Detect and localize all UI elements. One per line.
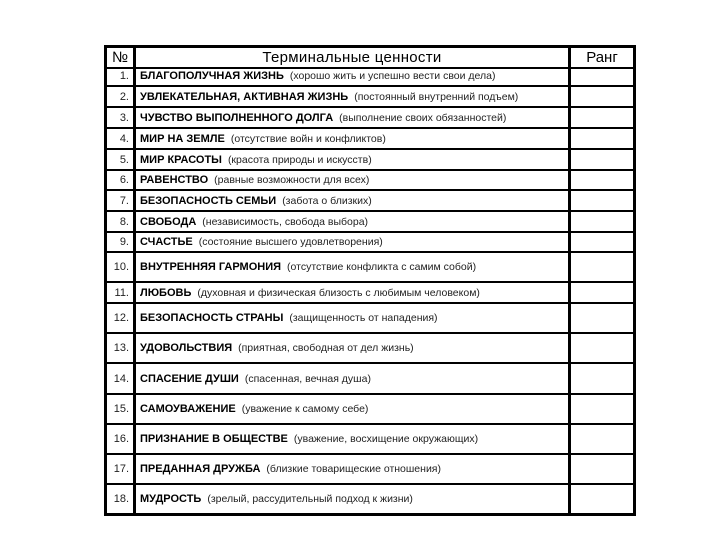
value-name: БЕЗОПАСНОСТЬ СЕМЬИ xyxy=(140,194,277,207)
value-cell xyxy=(136,129,568,148)
table-row xyxy=(107,150,633,171)
value-name: БЛАГОПОЛУЧНАЯ ЖИЗНЬ xyxy=(140,69,284,82)
rank-cell[interactable] xyxy=(568,455,633,483)
value-name: БЕЗОПАСНОСТЬ СТРАНЫ xyxy=(140,312,284,324)
rank-cell[interactable] xyxy=(568,395,633,423)
row-number: 16. xyxy=(107,425,136,453)
table-row xyxy=(107,171,633,191)
table-row xyxy=(107,66,633,87)
row-number: 4. xyxy=(107,129,136,148)
table-row xyxy=(107,485,633,513)
row-number: 12. xyxy=(107,304,136,332)
table-row xyxy=(107,395,633,425)
value-description: (отсутствие конфликта с самим собой) xyxy=(287,261,477,273)
table-row xyxy=(107,283,633,304)
rank-cell[interactable] xyxy=(568,87,633,106)
row-number: 3. xyxy=(107,108,136,127)
value-description: (уважение к самому себе) xyxy=(241,403,369,415)
row-number: 11. xyxy=(107,283,136,302)
value-description: (духовная и физическая близость с любимым человеком) xyxy=(197,286,480,299)
rank-cell[interactable] xyxy=(568,334,633,362)
value-cell xyxy=(136,66,568,85)
rank-cell[interactable] xyxy=(568,150,633,169)
header-values: Терминальные ценности xyxy=(262,49,442,66)
value-cell xyxy=(136,425,568,453)
value-description: (отсутствие войн и конфликтов) xyxy=(230,132,386,145)
row-number: 14. xyxy=(107,364,136,393)
rank-cell[interactable] xyxy=(568,233,633,251)
row-number: 6. xyxy=(107,171,136,189)
value-cell xyxy=(136,171,568,189)
rank-cell[interactable] xyxy=(568,129,633,148)
value-cell xyxy=(136,87,568,106)
table-row xyxy=(107,304,633,334)
table-row xyxy=(107,129,633,150)
value-name: ЛЮБОВЬ xyxy=(140,286,192,299)
value-description: (зрелый, рассудительный подход к жизни) xyxy=(207,493,413,505)
row-number: 2. xyxy=(107,87,136,106)
row-number: 5. xyxy=(107,150,136,169)
value-description: (защищенность от нападения) xyxy=(289,312,438,324)
value-name: ПРИЗНАНИЕ В ОБЩЕСТВЕ xyxy=(140,433,288,445)
value-cell xyxy=(136,253,568,281)
row-number: 13. xyxy=(107,334,136,362)
value-name: МУДРОСТЬ xyxy=(140,493,202,505)
table-row xyxy=(107,425,633,455)
table-row xyxy=(107,253,633,283)
terminal-values-table xyxy=(104,45,636,516)
rank-cell[interactable] xyxy=(568,66,633,85)
row-number: 9. xyxy=(107,233,136,251)
row-number: 18. xyxy=(107,485,136,513)
value-cell xyxy=(136,364,568,393)
value-description: (спасенная, вечная душа) xyxy=(244,372,371,385)
value-description: (близкие товарищеские отношения) xyxy=(266,463,441,475)
value-cell xyxy=(136,485,568,513)
value-name: ВНУТРЕННЯЯ ГАРМОНИЯ xyxy=(140,261,282,273)
row-number: 15. xyxy=(107,395,136,423)
value-cell xyxy=(136,191,568,210)
rank-cell[interactable] xyxy=(568,171,633,189)
table-row xyxy=(107,212,633,233)
row-number: 17. xyxy=(107,455,136,483)
value-name: САМОУВАЖЕНИЕ xyxy=(140,403,236,415)
rank-cell[interactable] xyxy=(568,364,633,393)
value-cell xyxy=(136,233,568,251)
value-cell xyxy=(136,212,568,231)
value-cell xyxy=(136,304,568,332)
rank-cell[interactable] xyxy=(568,212,633,231)
value-description: (выполнение своих обязанностей) xyxy=(339,111,507,124)
value-name: СПАСЕНИЕ ДУШИ xyxy=(140,372,239,385)
value-name: УДОВОЛЬСТВИЯ xyxy=(140,342,233,354)
value-cell xyxy=(136,108,568,127)
value-name: ПРЕДАННАЯ ДРУЖБА xyxy=(140,463,261,475)
row-number: 10. xyxy=(107,253,136,281)
rank-cell[interactable] xyxy=(568,108,633,127)
value-description: (независимость, свобода выбора) xyxy=(202,215,369,228)
value-description: (постоянный внутренний подъем) xyxy=(354,90,519,103)
table-row xyxy=(107,108,633,129)
value-cell xyxy=(136,334,568,362)
value-cell xyxy=(136,283,568,302)
rank-cell[interactable] xyxy=(568,425,633,453)
value-cell xyxy=(136,150,568,169)
value-description: (красота природы и искусств) xyxy=(227,153,372,166)
value-cell xyxy=(136,395,568,423)
rank-cell[interactable] xyxy=(568,304,633,332)
value-name: СВОБОДА xyxy=(140,215,197,228)
header-rank: Ранг xyxy=(568,48,633,67)
value-name: РАВЕНСТВО xyxy=(140,174,209,186)
value-name: МИР КРАСОТЫ xyxy=(140,153,222,166)
value-description: (забота о близких) xyxy=(282,194,372,207)
value-description: (приятная, свободная от дел жизнь) xyxy=(238,342,414,354)
rank-cell[interactable] xyxy=(568,485,633,513)
table-row xyxy=(107,455,633,485)
table-row xyxy=(107,364,633,395)
value-name: ЧУВСТВО ВЫПОЛНЕННОГО ДОЛГА xyxy=(140,111,334,124)
table-row xyxy=(107,87,633,108)
value-description: (состояние высшего удовлетворения) xyxy=(198,236,383,248)
table-row xyxy=(107,334,633,364)
rank-cell[interactable] xyxy=(568,253,633,281)
rank-cell[interactable] xyxy=(568,191,633,210)
row-number: 7. xyxy=(107,191,136,210)
value-name: МИР НА ЗЕМЛЕ xyxy=(140,132,225,145)
header-number: № xyxy=(107,48,136,67)
value-description: (хорошо жить и успешно вести свои дела) xyxy=(289,69,496,82)
table-row xyxy=(107,191,633,212)
row-number: 8. xyxy=(107,212,136,231)
table-row xyxy=(107,233,633,253)
value-description: (уважение, восхищение окружающих) xyxy=(293,433,479,445)
value-name: СЧАСТЬЕ xyxy=(140,236,193,248)
value-description: (равные возможности для всех) xyxy=(214,174,370,186)
rank-cell[interactable] xyxy=(568,283,633,302)
value-cell xyxy=(136,455,568,483)
row-number: 1. xyxy=(107,66,136,85)
value-name: УВЛЕКАТЕЛЬНАЯ, АКТИВНАЯ ЖИЗНЬ xyxy=(140,90,349,103)
